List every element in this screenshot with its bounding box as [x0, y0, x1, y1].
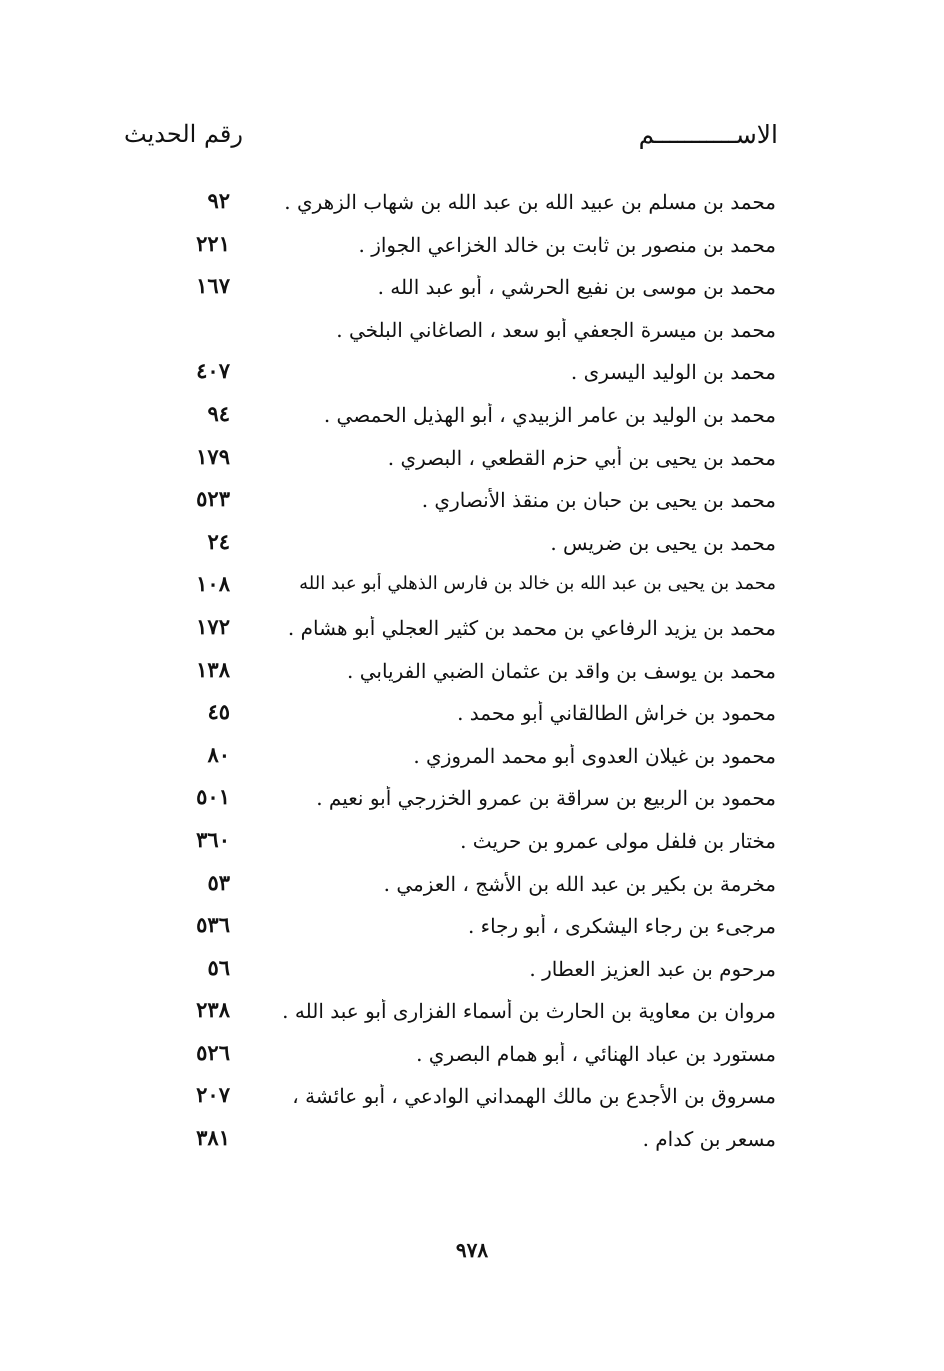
narrator-name: مسروق بن الأجدع بن مالك الهمداني الوادعي ، أبو عائشة ، [292, 1084, 776, 1109]
narrator-name: مرحوم بن عبد العزيز العطار . [529, 956, 776, 981]
index-row [0, 1036, 944, 1079]
hadith-number: ٥٠١ [196, 784, 230, 810]
index-row [0, 1078, 944, 1121]
index-list [0, 184, 944, 1164]
narrator-name: مسعر بن كدام . [642, 1127, 776, 1152]
hadith-number: ٤٠٧ [196, 358, 230, 384]
narrator-name: محمد بن يحيى بن حبان بن منقذ الأنصاري . [421, 488, 776, 513]
index-row [0, 951, 944, 994]
narrator-name: محمد بن يحيى بن عبد الله بن خالد بن فارس الذهلي أبو عبد الله [299, 573, 776, 595]
narrator-name: مختار بن فلفل مولى عمرو بن حريث . [460, 828, 776, 853]
hadith-number: ٣٨١ [196, 1125, 230, 1151]
hadith-number: ٢٤ [207, 528, 230, 554]
index-row [0, 738, 944, 781]
narrator-name: محمد بن الوليد بن عامر الزبيدي ، أبو الهذيل الحمصي . [323, 402, 776, 427]
hadith-number: ١٧٩ [196, 443, 230, 469]
index-row [0, 610, 944, 653]
narrator-name: محمود بن خراش الطالقاني أبو محمد . [457, 701, 776, 726]
index-row [0, 440, 944, 483]
narrator-name: محمد بن يوسف بن واقد بن عثمان الضبي الفريابي . [347, 658, 776, 683]
index-row [0, 184, 944, 227]
hadith-number: ٥٣ [207, 869, 230, 895]
narrator-name: محمد بن منصور بن ثابت بن خالد الخزاعي الجواز . [358, 232, 776, 257]
hadith-number: ٣٦٠ [196, 826, 230, 852]
index-row [0, 993, 944, 1036]
column-header-hadith-number: رقم الحديث [124, 120, 243, 148]
narrator-name: محمد بن ميسرة الجعفي أبو سعد ، الصاغاني البلخي . [336, 317, 776, 342]
index-row [0, 227, 944, 270]
hadith-number: ٢٠٧ [196, 1082, 230, 1108]
page-number: ٩٧٨ [455, 1238, 489, 1262]
hadith-number: ١٧٢ [196, 613, 230, 639]
index-row [0, 780, 944, 823]
column-header-name: الاســـــــــــم [638, 120, 778, 149]
hadith-number: ٩٢ [207, 188, 230, 213]
narrator-name: محمد بن الوليد اليسرى . [570, 360, 776, 385]
hadith-number: ١٠٨ [196, 571, 230, 597]
narrator-name: محمود بن غيلان العدوى أبو محمد المروزي . [413, 743, 776, 768]
narrator-name: محمد بن موسى بن نفيع الحرشي ، أبو عبد الله . [377, 275, 776, 300]
index-row [0, 1121, 944, 1164]
index-row [0, 866, 944, 909]
index-row [0, 269, 944, 312]
index-row [0, 397, 944, 440]
index-row [0, 567, 944, 610]
narrator-name: محمد بن مسلم بن عبيد الله بن عبد الله بن شهاب الزهري . [284, 190, 776, 214]
narrator-name: مرجىء بن رجاء اليشكرى ، أبو رجاء . [467, 914, 776, 939]
index-row [0, 354, 944, 397]
narrator-name: مخرمة بن بكير بن عبد الله بن الأشج ، العزمي . [383, 871, 776, 896]
narrator-name: مستورد بن عباد الهنائي ، أبو همام البصري . [416, 1041, 776, 1066]
hadith-number: ٥٣٦ [196, 912, 230, 938]
narrator-name: محمد بن يحيى بن أبي حزم القطعي ، البصري . [387, 445, 776, 470]
index-row [0, 695, 944, 738]
hadith-number: ٥٦ [207, 954, 230, 980]
index-row [0, 653, 944, 696]
narrator-name: محمود بن الربيع بن سراقة بن عمرو الخزرجي أبو نعيم . [316, 786, 776, 811]
hadith-number: ٢٣٨ [196, 997, 230, 1023]
hadith-number: ٨٠ [207, 741, 230, 767]
index-row [0, 312, 944, 355]
narrator-name: مروان بن معاوية بن الحارث بن أسماء الفزارى أبو عبد الله . [282, 999, 776, 1024]
hadith-number: ٩٤ [207, 400, 230, 426]
hadith-number: ٥٢٣ [196, 486, 230, 512]
hadith-number: ٤٥ [207, 699, 230, 725]
hadith-number: ٢٢١ [196, 230, 230, 256]
narrator-name: محمد بن يحيى بن ضريس . [550, 530, 776, 555]
hadith-number: ١٦٧ [196, 273, 230, 299]
hadith-number: ٥٢٦ [196, 1039, 230, 1065]
index-row [0, 908, 944, 951]
index-row [0, 525, 944, 568]
index-row [0, 482, 944, 525]
narrator-name: محمد بن يزيد الرفاعي بن محمد بن كثير العجلي أبو هشام . [287, 615, 776, 640]
index-row [0, 823, 944, 866]
hadith-number: ١٣٨ [196, 656, 230, 682]
